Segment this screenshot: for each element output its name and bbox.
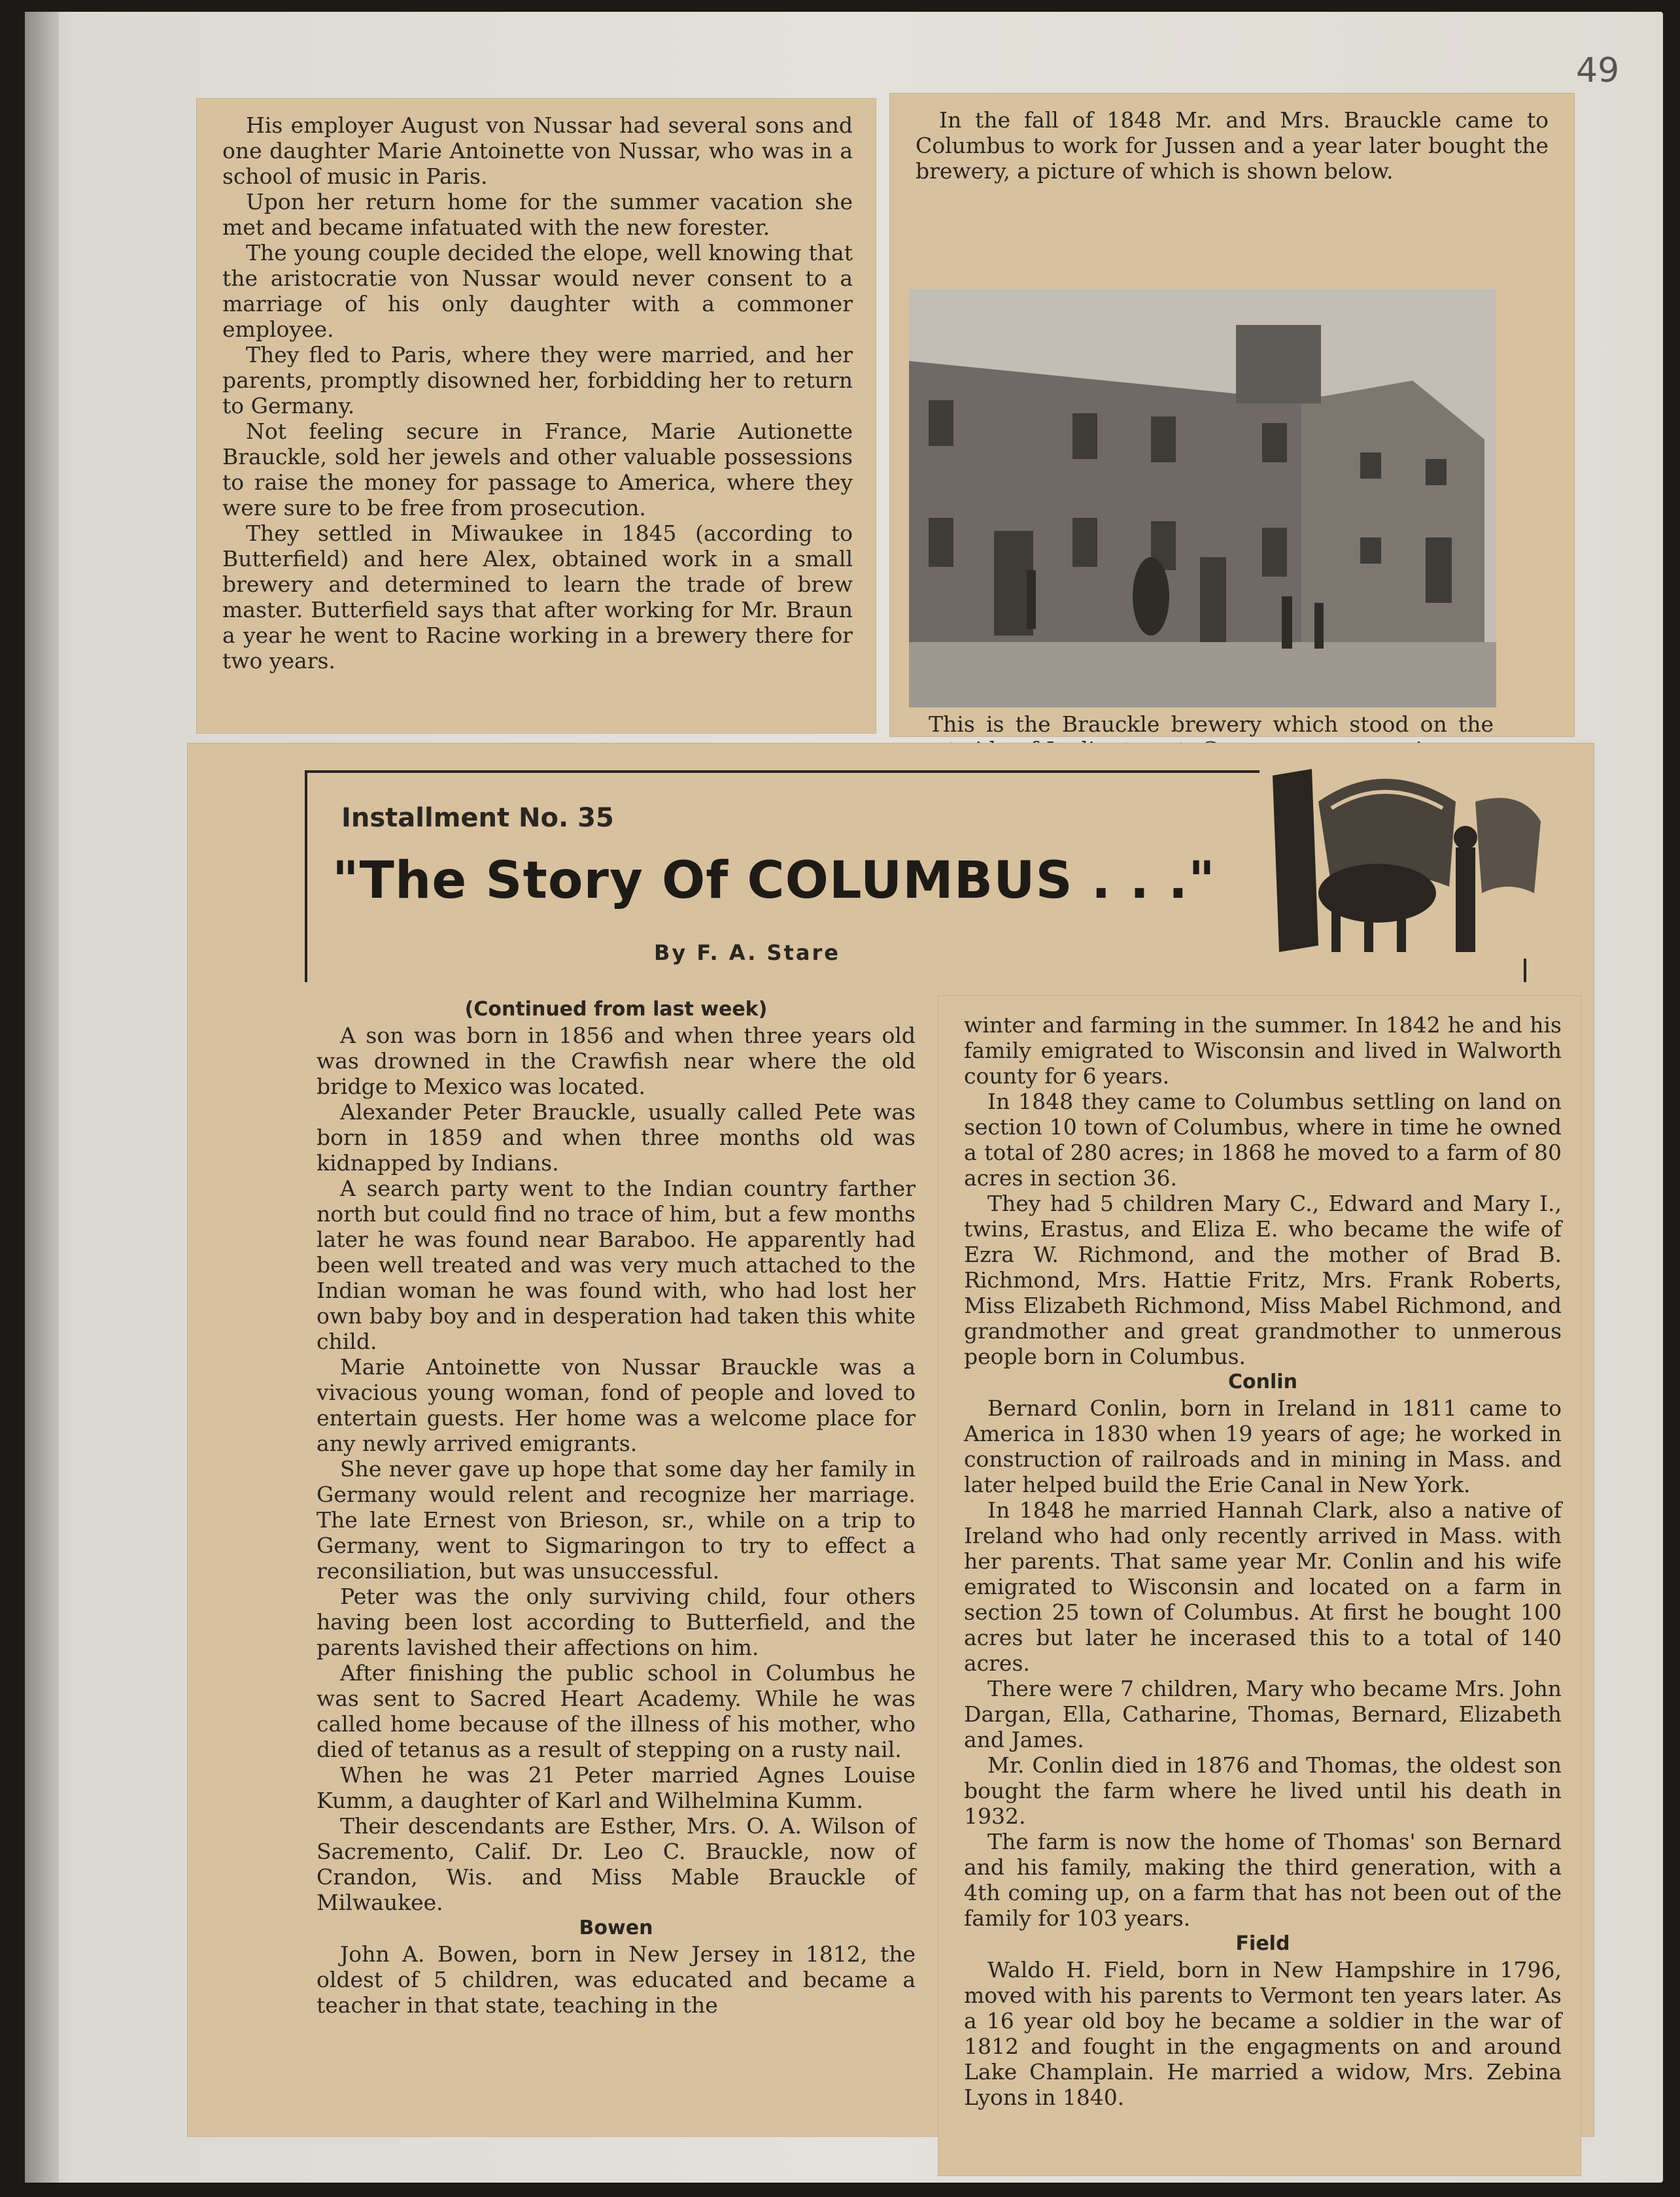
column1-paragraph: Marie Antoinette von Nussar Brauckle was a vivacious young woman, fond of people and loved to entertain guests. Her home was a welcome place for any newly arrived emigrants. (317, 1354, 916, 1456)
column1-paragraph: After finishing the public school in Columbus he was sent to Sacred Heart Academy. While he was called home because of the illness of his mother, who died of tetanus as a result of stepping on a rusty nail. (317, 1660, 916, 1762)
column2-paragraph: The farm is now the home of Thomas' son Bernard and his family, making the third generation, with a 4th coming up, on a farm that has not been out of the family for 103 years. (964, 1829, 1562, 1931)
column2-paragraph: They had 5 children Mary C., Edward and Mary I., twins, Erastus, and Eliza E. who became the wife of Ezra W. Richmond, and the mother of Brad B. Richmond, Mrs. Hattie Fritz, Mrs. Frank Roberts, Miss Elizabeth Richmond, Miss Mabel Richmond, and grandmother and great grandmother to unmerous people born in Columbus. (964, 1191, 1562, 1369)
clipping-brewery (889, 93, 1575, 737)
clip1-paragraph: Not feeling secure in France, Marie Autionette Brauckle, sold her jewels and other valuable possessions to raise the money for passage to America, where they were sure to be free from prosecution. (222, 418, 853, 520)
clip1-paragraph: Upon her return home for the summer vacation she met and became infatuated with the new forester. (222, 189, 853, 240)
continued-note: (Continued from last week) (464, 998, 768, 1021)
heading-field: Field (1235, 1932, 1290, 1955)
photo-caption: This is the Brauckle brewery which stood on the (929, 711, 1494, 737)
column2-paragraph: In 1848 he married Hannah Clark, also a native of Ireland who had only recently arrived in Mass. with her parents. That same year Mr. Conlin and his wife emigrated to Wisconsin and located on a farm in section 25 town of Columbus. At first he bought 100 acres but later he incerased this to a total of 140 acres. (964, 1497, 1562, 1676)
column1-paragraph: Their descendants are Esther, Mrs. O. A. Wilson of Sacremento, Calif. Dr. Leo C. Brauckle, now of Crandon, Wis. and Miss Mable Brauckle of Milwaukee. (317, 1813, 916, 1915)
clip2-intro: In the fall of 1848 Mr. and Mrs. Brauckle came to Columbus to work for Jussen and a year later bought the brewery, a picture of which is shown below. (916, 107, 1549, 184)
bowen-paragraph: John A. Bowen, born in New Jersey in 1812, the oldest of 5 children, was educated and became a teacher in that state, teaching in the (317, 1941, 916, 2018)
page-number: 49 (1576, 51, 1620, 90)
page-binding (25, 12, 59, 2183)
column2-paragraph: winter and farming in the summer. In 1842 he and his family emigrated to Wisconsin and lived in Walworth county for 6 years. (964, 1012, 1562, 1089)
column2-paragraph: Bernard Conlin, born in Ireland in 1811 came to America in 1830 when 19 years of age; he worked in construction of railroads and in mining in Mass. and later helped build the Erie Canal in New York. (964, 1395, 1562, 1497)
clipping-continuation (938, 995, 1581, 2176)
scrapbook-page (25, 12, 1663, 2183)
brewery-photo (909, 289, 1496, 707)
clip1-paragraph: They settled in Miwaukee in 1845 (according to Butterfield) and here Alex, obtained work in a small brewery and determined to learn the trade of brew master. Butterfield says that after working for Mr. Braun a year he went to Racine working in a brewery there for two years. (222, 520, 853, 673)
column1-paragraph: A son was born in 1856 and when three years old was drowned in the Crawfish near where the old bridge to Mexico was located. (317, 1023, 916, 1099)
column1-paragraph: Alexander Peter Brauckle, usually called Pete was born in 1859 and when three months old was kidnapped by Indians. (317, 1099, 916, 1176)
column2-paragraph: In 1848 they came to Columbus settling on land on section 10 town of Columbus, where in time he owned a total of 280 acres; in 1868 he moved to a farm of 80 acres in section 36. (964, 1089, 1562, 1191)
oxcart-woodcut-illustration (1260, 762, 1547, 959)
column2-paragraph: There were 7 children, Mary who became Mrs. John Dargan, Ella, Catharine, Thomas, Bernard, Elizabeth and James. (964, 1676, 1562, 1752)
article-column-left (317, 996, 916, 2018)
heading-bowen: Bowen (579, 1916, 653, 1939)
column1-paragraph: When he was 21 Peter married Agnes Louise Kumm, a daughter of Karl and Wilhelmina Kumm. (317, 1762, 916, 1813)
heading-conlin: Conlin (1228, 1371, 1297, 1393)
column1-paragraph: She never gave up hope that some day her family in Germany would relent and recognize her marriage. The late Ernest von Brieson, sr., while on a trip to Germany, went to Sigmaringon to try to effect a reconsiliation, but was unsuccessful. (317, 1456, 916, 1584)
installment-number: Installment No. 35 (341, 803, 614, 833)
clipping-elopement (196, 98, 876, 734)
field-paragraph: Waldo H. Field, born in New Hampshire in 1796, moved with his parents to Vermont ten years later. As a 16 year old boy he became a soldier in the war of 1812 and fought in the engagments on and around Lake Champlain. He married a widow, Mrs. Zebina Lyons in 1840. (964, 1957, 1562, 2110)
clip1-paragraph: His employer August von Nussar had several sons and one daughter Marie Antoinette von Nussar, who was in a school of music in Paris. (222, 112, 853, 189)
article-byline: By F. A. Stare (654, 940, 840, 965)
article-title: "The Story Of COLUMBUS . . ." (332, 851, 1216, 910)
column1-paragraph: Peter was the only surviving child, four others having been lost according to Butterfield, and the parents lavished their affections on him. (317, 1584, 916, 1660)
clip1-paragraph: The young couple decided the elope, well knowing that the aristocratie von Nussar would never consent to a marriage of his only daughter with a commoner employee. (222, 240, 853, 342)
column1-paragraph: A search party went to the Indian country farther north but could find no trace of him, but a few months later he was found near Baraboo. He apparently had been well treated and was very much attached to the Indian woman he was found with, who had lost her own baby boy and in desperation had taken this white child. (317, 1176, 916, 1354)
column2-paragraph: Mr. Conlin died in 1876 and Thomas, the oldest son bought the farm where he lived until his death in 1932. (964, 1752, 1562, 1829)
clip1-paragraph: They fled to Paris, where they were married, and her parents, promptly disowned her, forbidding her to return to Germany. (222, 342, 853, 418)
